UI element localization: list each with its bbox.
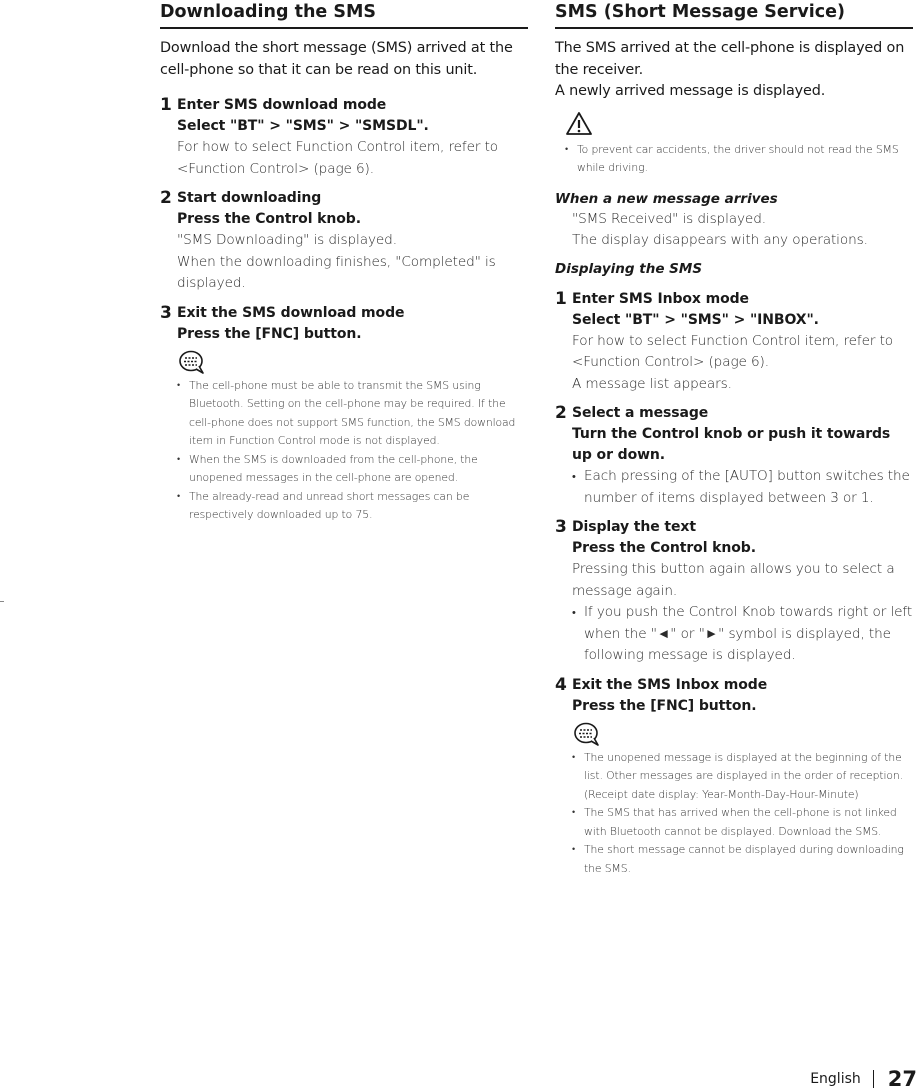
right-step-2: [555, 403, 913, 509]
step-action: Select "BT" > "SMS" > "INBOX".: [572, 311, 819, 328]
note-item: • When the SMS is downloaded from the cell-phone, the unopened messages in the cell-phone are opened.: [177, 451, 528, 488]
warning-icon: [565, 111, 593, 136]
new-message-line-1: "SMS Received" is displayed.: [572, 210, 766, 227]
right-intro: [555, 38, 913, 103]
step-text: "SMS Downloading" is displayed.: [177, 232, 397, 248]
left-intro-line-2: cell-phone so that it can be read on this unit.: [160, 61, 478, 78]
step-text-2: When the downloading finishes, "Completed" is displayed.: [177, 253, 496, 291]
left-intro: [160, 38, 528, 81]
step-title: Start downloading: [177, 190, 322, 206]
footer-divider: [873, 1070, 874, 1088]
step-text: For how to select Function Control item, refer to <Function Control> (page 6).: [177, 139, 499, 177]
step-action: Turn the Control knob or push it towards up or down.: [572, 426, 891, 463]
note-item: • The already-read and unread short messages can be respectively downloaded up to 75.: [177, 488, 528, 525]
step-title: Exit the SMS Inbox mode: [572, 676, 768, 693]
step-action: Press the Control knob.: [572, 540, 756, 556]
page-edge-mark: [0, 601, 4, 602]
footer-language: English: [810, 1071, 861, 1087]
step-action: Press the [FNC] button.: [177, 325, 362, 342]
page-footer: [810, 1066, 917, 1092]
new-message-line-2: The display disappears with any operations.: [572, 232, 868, 248]
step-bullets: [572, 466, 913, 509]
right-intro-line-1: The SMS arrived at the cell-phone is displayed on: [555, 40, 905, 56]
left-step-3: [160, 303, 528, 525]
step-title: Select a message: [572, 405, 709, 421]
step-title: Enter SMS download mode: [177, 97, 387, 113]
right-step-1: [555, 289, 913, 396]
step-number: 3: [555, 517, 567, 537]
right-intro-line-3: A newly arrived message is displayed.: [555, 83, 826, 99]
step-bullet: • If you push the Control Knob towards right or left when the "◄" or "►" symbol is displayed, the following message is displayed.: [572, 602, 913, 667]
step-action: Press the [FNC] button.: [572, 697, 757, 714]
left-column: [160, 0, 528, 525]
step-number: 1: [160, 95, 172, 115]
left-step-2: [160, 188, 528, 295]
left-step-1: [160, 95, 528, 180]
step-number: 2: [555, 403, 567, 423]
right-step-4: [555, 675, 913, 879]
new-message-lines: [555, 209, 913, 252]
right-step-3: [555, 517, 913, 667]
warning-note: • To prevent car accidents, the driver should not read the SMS while driving.: [565, 141, 913, 178]
left-notes-list: [177, 377, 528, 525]
warning-notes-list: [565, 141, 913, 178]
note-item: • The SMS that has arrived when the cell-phone is not linked with Bluetooth cannot be displayed. Download the SMS.: [572, 804, 913, 841]
note-item: • The short message cannot be displayed during downloading the SMS.: [572, 841, 913, 878]
right-column: [555, 0, 913, 878]
step-number: 3: [160, 302, 172, 323]
step-title: Enter SMS Inbox mode: [572, 290, 749, 307]
warning-block: [555, 111, 913, 178]
step-action: Select "BT" > "SMS" > "SMSDL".: [177, 118, 429, 134]
section-title-sms: SMS (Short Message Service): [555, 0, 913, 29]
note-icon: [572, 721, 602, 747]
step-bullet: • Each pressing of the [AUTO] button switches the number of items displayed between 3 or 1.: [572, 466, 913, 509]
step-action: Press the Control knob.: [177, 211, 361, 227]
displaying-sms-heading: Displaying the SMS: [555, 260, 703, 277]
step-bullets: [572, 602, 913, 667]
note-item: • The cell-phone must be able to transmit the SMS using Bluetooth. Setting on the cell-phone may be required. If the cell-phone does not support SMS function, the SMS download item in Function Control mode is not displayed.: [177, 377, 528, 451]
step-number: 2: [160, 188, 172, 208]
note-item: • The unopened message is displayed at the beginning of the list. Other messages are displayed in the order of reception. (Receipt date display: Year-Month-Day-Hour-Minute): [572, 749, 913, 805]
page-number: 27: [887, 1067, 917, 1091]
right-intro-line-2: the receiver.: [555, 61, 643, 78]
left-intro-line-1: Download the short message (SMS) arrived at the: [160, 40, 513, 56]
step-number: 4: [555, 674, 567, 695]
note-icon: [177, 349, 207, 375]
step-text: For how to select Function Control item, refer to <Function Control> (page 6).: [572, 332, 894, 370]
step-title: Display the text: [572, 519, 696, 535]
step-number: 1: [555, 288, 567, 309]
new-message-heading: When a new message arrives: [555, 190, 778, 207]
step-text: Pressing this button again allows you to select a message again.: [572, 561, 895, 599]
right-notes-list: [572, 749, 913, 879]
step-title: Exit the SMS download mode: [177, 304, 405, 321]
step-text-2: A message list appears.: [572, 375, 732, 392]
section-title-downloading-sms: Downloading the SMS: [160, 0, 528, 29]
